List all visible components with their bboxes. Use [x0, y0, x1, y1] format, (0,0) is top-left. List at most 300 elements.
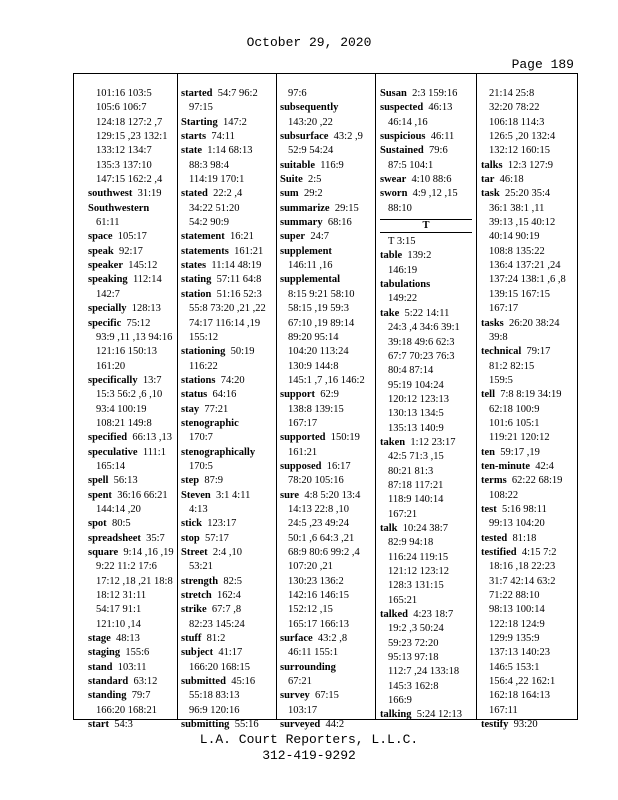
index-word: stand — [88, 661, 113, 673]
index-word: speaking — [88, 274, 128, 286]
page-line-references: 167:21 — [388, 508, 418, 520]
index-entry — [181, 130, 276, 144]
index-entry-line — [88, 431, 177, 445]
index-entry — [181, 546, 276, 575]
page-line-references: 145:3 162:8 — [388, 680, 439, 692]
page-line-references: 137:13 140:23 — [489, 647, 550, 659]
page-line-references: 129:15 ,23 132:1 — [96, 131, 168, 143]
footer-phone: 312-419-9292 — [262, 748, 356, 763]
index-entry — [380, 608, 476, 708]
index-entry-line — [280, 317, 375, 331]
index-entry-line — [380, 622, 476, 636]
page-line-references: 4:8 5:20 13:4 — [304, 489, 361, 501]
page-line-references: 35:7 — [146, 532, 165, 544]
index-entry-line — [280, 273, 375, 287]
index-entry-line — [481, 159, 579, 173]
index-entry-line — [481, 532, 579, 546]
index-entry-line — [181, 273, 276, 287]
page-line-references: 78:20 105:16 — [288, 475, 344, 487]
index-entry — [380, 173, 476, 187]
index-entry-line — [380, 436, 476, 450]
page-line-references: 143:20 ,22 — [288, 116, 333, 128]
index-entry-line — [481, 173, 579, 187]
index-entry-line — [481, 517, 579, 531]
index-entry-line — [280, 403, 375, 417]
index-word: southwest — [88, 188, 133, 200]
page-line-references: 95:19 104:24 — [388, 379, 444, 391]
index-entry — [481, 345, 579, 388]
page-line-references: 106:18 114:3 — [489, 116, 545, 128]
index-entry-line — [181, 560, 276, 574]
index-entry — [88, 489, 177, 518]
page-line-references: 149:22 — [388, 293, 418, 305]
index-entry-line — [380, 508, 476, 522]
index-entry — [280, 230, 375, 244]
index-entry — [88, 632, 177, 646]
index-entry-line — [380, 608, 476, 622]
page-line-references: 36:1 38:1 ,11 — [489, 202, 545, 214]
index-word: speaker — [88, 260, 123, 272]
page-line-references: 11:14 48:19 — [211, 260, 262, 272]
index-entry-line — [481, 661, 579, 675]
page-line-references: 43:2 ,9 — [333, 131, 363, 143]
page-line-references: 159:5 — [489, 374, 513, 386]
index-word: technical — [481, 346, 522, 358]
index-entry-line — [88, 689, 177, 703]
index-entry — [88, 187, 177, 201]
page-line-references: 133:12 134:7 — [96, 145, 152, 157]
index-entry-line — [88, 374, 177, 388]
index-word: supplement — [280, 245, 332, 257]
page-line-references: 98:13 100:14 — [489, 604, 545, 616]
page-line-references: 79:6 — [429, 145, 448, 157]
index-entry-line — [181, 546, 276, 560]
index-word: ten — [481, 446, 495, 458]
page-line-references: 112:7 ,24 133:18 — [388, 666, 460, 678]
index-entry-line — [280, 646, 375, 660]
page-line-references: 170:5 — [189, 460, 213, 472]
page-line-references: 116:22 — [189, 360, 218, 372]
page-line-references: 50:19 — [230, 346, 255, 358]
index-word: taken — [380, 436, 406, 448]
index-entry — [280, 173, 375, 187]
index-word: submitting — [181, 719, 230, 731]
index-entry-line — [280, 503, 375, 517]
index-entry-line — [380, 422, 476, 436]
page-line-references: 59:23 72:20 — [388, 637, 439, 649]
page-line-references: 121:16 150:13 — [96, 346, 157, 358]
index-word: speculative — [88, 446, 138, 458]
index-word: spell — [88, 475, 109, 487]
index-entry-line — [380, 637, 476, 651]
index-entry — [181, 517, 276, 531]
index-entry — [181, 144, 276, 187]
index-word: stations — [181, 374, 216, 386]
index-entry-line — [380, 493, 476, 507]
index-entry-line — [280, 546, 375, 560]
index-entry — [481, 460, 579, 474]
index-entry — [481, 446, 579, 460]
index-entry-line — [181, 589, 276, 603]
index-entry — [181, 116, 276, 130]
index-entry-line — [181, 159, 276, 173]
index-entry — [380, 87, 476, 101]
page-line-references: 67:10 ,19 89:14 — [288, 317, 355, 329]
page-line-references: 165:14 — [96, 460, 126, 472]
index-word: stay — [181, 403, 200, 415]
index-entry — [481, 532, 579, 546]
page-line-references: 92:17 — [118, 245, 143, 257]
index-word: Steven — [181, 489, 211, 501]
page-line-references: 105:17 — [117, 231, 147, 243]
page-line-references: 128:13 — [131, 303, 161, 315]
page-line-references: 74:20 — [220, 374, 245, 386]
index-entry-line — [88, 546, 177, 560]
page-line-references: 14:13 22:8 ,10 — [288, 503, 349, 515]
page-line-references: 101:6 105:1 — [489, 417, 540, 429]
index-entry — [481, 718, 579, 732]
index-entry-line — [481, 187, 579, 201]
index-entry-line — [181, 331, 276, 345]
index-entry-line — [280, 87, 375, 101]
page-line-references: 155:6 — [125, 647, 150, 659]
page-line-references: 146:11 ,16 — [288, 260, 333, 272]
index-entry-line — [280, 116, 375, 130]
page-line-references: 121:12 123:12 — [388, 566, 449, 577]
index-entry-line — [280, 202, 375, 216]
page-line-references: 4:23 18:7 — [413, 609, 454, 621]
index-entry-line — [380, 479, 476, 493]
index-entry — [380, 278, 476, 307]
page-line-references: 62:22 68:19 — [511, 475, 563, 487]
index-entry — [181, 632, 276, 646]
index-entry-line — [481, 675, 579, 689]
page-line-references: 80:5 — [111, 518, 131, 530]
page-line-references: 167:11 — [489, 704, 518, 716]
index-entry-line — [481, 87, 579, 101]
index-word: take — [380, 307, 400, 319]
index-entry-line — [380, 379, 476, 393]
index-entry-line — [481, 130, 579, 144]
index-entry — [88, 646, 177, 660]
page-line-references: 45:16 — [231, 676, 256, 688]
index-entry — [181, 417, 276, 446]
index-entry-line — [181, 87, 276, 101]
index-entry-line — [481, 503, 579, 517]
index-word: subject — [181, 647, 214, 659]
page-line-references: 63:12 — [133, 676, 158, 688]
page-line-references: 55:8 73:20 ,21 ,22 — [189, 303, 266, 315]
index-word: state — [181, 145, 202, 157]
page-line-references: 139:2 — [407, 250, 432, 262]
index-entry — [380, 187, 476, 216]
index-word: specially — [88, 303, 127, 315]
page-line-references: 132:12 160:15 — [489, 145, 550, 157]
page-line-references: 165:17 166:13 — [288, 618, 349, 630]
page-number: Page 189 — [511, 57, 574, 72]
index-entry — [380, 235, 476, 249]
index-entry — [88, 431, 177, 445]
page-line-references: 150:19 — [330, 432, 360, 444]
index-word: strength — [181, 575, 219, 587]
index-word: stating — [181, 274, 212, 286]
index-word: Susan — [380, 88, 407, 99]
index-entry — [280, 187, 375, 201]
page-line-references: 13:7 — [142, 374, 162, 386]
index-entry-line — [481, 446, 579, 460]
page-line-references: 18:12 31:11 — [96, 590, 147, 602]
index-entry-line — [380, 307, 476, 321]
index-entry-line — [181, 704, 276, 718]
index-entry-line — [380, 450, 476, 464]
index-word: standard — [88, 676, 129, 688]
index-word: supported — [280, 432, 326, 444]
index-entry-line — [88, 144, 177, 158]
index-entry — [380, 249, 476, 278]
index-word: surface — [280, 633, 313, 645]
page-line-references: 75:12 — [126, 317, 151, 329]
index-entry-line — [280, 187, 375, 201]
index-word: starts — [181, 131, 207, 143]
index-entry-line — [280, 632, 375, 646]
index-entry-line — [280, 173, 375, 187]
index-word: specific — [88, 317, 122, 329]
index-entry-line — [481, 144, 579, 158]
index-entry-line — [88, 503, 177, 517]
index-word: testify — [481, 719, 509, 731]
index-entry-line — [481, 632, 579, 646]
page-line-references: 103:11 — [117, 661, 147, 673]
index-entry-line — [380, 350, 476, 364]
page-line-references: 120:12 123:13 — [388, 393, 449, 405]
index-word: specifically — [88, 374, 138, 386]
page-line-references: 82:23 145:24 — [189, 618, 245, 630]
page-line-references: 123:17 — [207, 518, 237, 530]
page-line-references: 99:13 104:20 — [489, 518, 545, 530]
index-entry — [181, 388, 276, 402]
index-entry — [280, 689, 375, 718]
index-entry-line — [88, 317, 177, 331]
index-entry — [481, 388, 579, 445]
letter-section-header: T — [380, 219, 472, 233]
page-line-references: 95:13 97:18 — [388, 652, 439, 664]
page-line-references: 46:14 ,16 — [388, 116, 428, 128]
index-entry-line — [481, 431, 579, 445]
index-entry-line — [181, 632, 276, 646]
page-line-references: 155:12 — [189, 331, 219, 343]
page-line-references: 67:15 — [315, 690, 339, 702]
footer — [0, 732, 618, 764]
index-word: space — [88, 231, 113, 243]
index-word: test — [481, 503, 497, 515]
index-entry — [380, 307, 476, 436]
index-entry-line — [181, 116, 276, 130]
index-entry-line — [181, 460, 276, 474]
page-line-references: 88:10 — [388, 202, 412, 214]
index-entry — [181, 187, 276, 230]
index-entry-line — [380, 187, 476, 201]
page-line-references: 74:11 — [211, 131, 235, 143]
index-entry-line — [380, 202, 476, 216]
index-entry — [181, 446, 276, 475]
index-entry-line — [88, 403, 177, 417]
index-word: talks — [481, 159, 503, 171]
index-entry-line — [280, 216, 375, 230]
page-line-references: 4:10 88:6 — [411, 174, 452, 186]
page-line-references: 87:9 — [204, 475, 224, 487]
page-line-references: 16:17 — [326, 460, 351, 472]
index-entry-line — [380, 522, 476, 536]
index-word: sure — [280, 489, 300, 501]
index-entry — [88, 273, 177, 302]
index-entry — [280, 202, 375, 216]
index-word: swear — [380, 174, 407, 186]
page-line-references: 46:11 — [430, 131, 455, 143]
index-word: square — [88, 547, 119, 558]
index-entry-line — [181, 689, 276, 703]
index-word: ten-minute — [481, 460, 530, 472]
page-line-references: 139:15 167:15 — [489, 288, 550, 300]
index-entry-line — [88, 101, 177, 115]
page-line-references: 39:18 49:6 62:3 — [388, 336, 455, 348]
page-line-references: 22:2 ,4 — [213, 188, 243, 200]
index-entry-line — [88, 718, 177, 732]
index-entry-line — [380, 144, 476, 158]
index-entry-line — [88, 560, 177, 574]
index-entry-line — [181, 317, 276, 331]
index-word: task — [481, 188, 500, 200]
index-entry — [88, 718, 177, 732]
index-entry-line — [481, 546, 579, 560]
index-word: stop — [181, 532, 200, 544]
page-line-references: 81:2 — [206, 633, 226, 645]
index-word: spent — [88, 489, 112, 501]
index-entry-line — [280, 689, 375, 703]
header-date: October 29, 2020 — [246, 35, 372, 50]
index-entry — [280, 130, 375, 159]
index-entry-line — [380, 565, 476, 579]
index-entry — [181, 374, 276, 388]
page-line-references: 135:13 140:9 — [388, 422, 444, 434]
page-line-references: 152:12 ,15 — [288, 604, 333, 616]
page-line-references: 144:14 ,20 — [96, 503, 141, 515]
page-line-references: 107:20 ,21 — [288, 561, 333, 573]
index-word: started — [181, 88, 213, 99]
index-entry-line — [88, 230, 177, 244]
index-entry-line — [88, 273, 177, 287]
page-line-references: 105:6 106:7 — [96, 102, 147, 114]
page-line-references: 26:20 38:24 — [509, 317, 560, 329]
page-line-references: 165:21 — [388, 594, 418, 606]
index-entry-line — [280, 474, 375, 488]
index-word: stick — [181, 518, 202, 530]
page-line-references: 31:7 42:14 63:2 — [489, 575, 556, 587]
index-entry-line — [481, 618, 579, 632]
page-line-references: 118:9 140:14 — [388, 494, 444, 506]
page-line-references: 130:23 136:2 — [288, 575, 344, 587]
page-line-references: 87:5 104:1 — [388, 159, 434, 171]
index-entry-line — [88, 632, 177, 646]
index-entry-line — [380, 130, 476, 144]
page-line-references: 142:16 146:15 — [288, 590, 349, 602]
page-line-references: 111:1 — [142, 446, 166, 458]
index-word: start — [88, 719, 109, 731]
index-entry-line — [280, 374, 375, 388]
index-entry — [181, 345, 276, 374]
index-entry-line — [181, 288, 276, 302]
index-entry-line — [481, 460, 579, 474]
index-entry — [481, 187, 579, 316]
index-entry-line — [481, 489, 579, 503]
index-word: station — [181, 288, 212, 300]
page-line-references: 67:7 ,8 — [211, 604, 242, 616]
index-entry — [380, 436, 476, 522]
index-entry — [181, 575, 276, 589]
page-line-references: 166:20 168:21 — [96, 704, 157, 716]
page-line-references: 40:14 90:19 — [489, 231, 540, 243]
page-line-references: 81:18 — [512, 532, 537, 544]
page-line-references: 55:16 — [234, 719, 259, 731]
page-line-references: 51:16 52:3 — [216, 288, 262, 300]
index-word: subsequently — [280, 102, 339, 114]
index-word: standing — [88, 690, 127, 702]
index-entry-line — [280, 230, 375, 244]
page-line-references: 80:21 81:3 — [388, 465, 434, 477]
page-line-references: 79:7 — [131, 690, 151, 702]
index-entry-line — [88, 517, 177, 531]
page-line-references: 2:5 — [308, 174, 322, 186]
page-line-references: 147:2 — [223, 116, 247, 128]
index-column-2 — [177, 74, 276, 731]
page-line-references: 39:8 — [489, 331, 508, 343]
index-entry-line — [481, 230, 579, 244]
page-line-references: 46:11 155:1 — [288, 647, 339, 659]
index-entry-line — [88, 646, 177, 660]
index-column-4 — [375, 74, 476, 719]
index-entry — [88, 259, 177, 273]
page-line-references: 52:9 54:24 — [288, 145, 334, 157]
index-entry-line — [481, 317, 579, 331]
index-entry-line — [481, 374, 579, 388]
index-entry — [380, 708, 476, 722]
page-line-references: 161:21 — [288, 446, 318, 458]
index-column-1 — [88, 74, 177, 731]
page-line-references: 82:9 94:18 — [388, 537, 434, 549]
index-entry — [88, 546, 177, 632]
index-entry-line — [481, 417, 579, 431]
index-word: Street — [181, 547, 208, 558]
page-line-references: 61:11 — [96, 217, 120, 229]
page-line-references: 71:22 88:10 — [489, 590, 540, 602]
index-entry-line — [88, 532, 177, 546]
page-line-references: 57:11 64:8 — [216, 274, 262, 286]
index-entry-line — [88, 575, 177, 589]
index-word: statement — [181, 231, 225, 243]
index-entry-line — [181, 517, 276, 531]
index-entry-line — [88, 603, 177, 617]
index-entry-line — [181, 187, 276, 201]
index-entry-line — [88, 245, 177, 259]
page-line-references: 130:9 144:8 — [288, 360, 339, 372]
page-line-references: 145:12 — [128, 260, 158, 272]
page-line-references: 42:4 — [535, 460, 554, 472]
page-line-references: 97:6 — [288, 88, 307, 99]
index-word: Starting — [181, 116, 218, 128]
page-line-references: 88:3 98:4 — [189, 159, 229, 171]
index-entry — [181, 230, 276, 244]
index-entry-line — [88, 675, 177, 689]
page-line-references: 138:8 139:15 — [288, 403, 344, 415]
